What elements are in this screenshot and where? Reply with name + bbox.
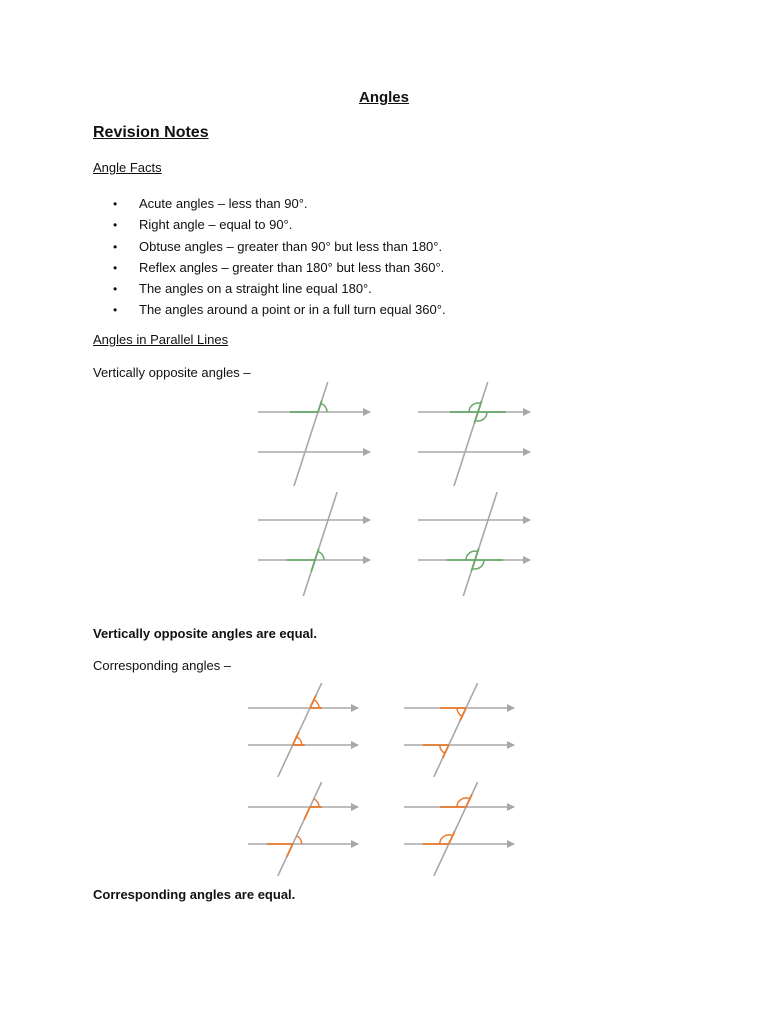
angle-arc — [318, 551, 324, 560]
bullet-icon: • — [113, 239, 118, 254]
highlight-segment — [466, 794, 472, 807]
list-item — [113, 257, 446, 278]
highlight-segment — [449, 831, 455, 844]
fact-text: Reflex angles – greater than 180° but less than 360°. — [139, 259, 445, 275]
page-subtitle: Revision Notes — [93, 124, 209, 141]
angle-arc — [297, 836, 302, 844]
bullet-icon: • — [113, 218, 118, 233]
highlight-segment — [287, 844, 293, 857]
angle-arc — [321, 403, 327, 412]
vertically-opposite-label: Vertically opposite angles – — [93, 365, 251, 380]
page-title: Angles — [358, 89, 409, 106]
fact-text: Obtuse angles – greater than 90° but less than 180°. — [139, 238, 443, 254]
transversal-line — [463, 492, 497, 596]
corresponding-label: Corresponding angles – — [93, 658, 232, 673]
angle-arc — [297, 737, 302, 745]
fact-text: The angles around a point or in a full turn equal 360°. — [139, 302, 446, 318]
highlight-segment — [304, 807, 310, 820]
fact-text: The angles on a straight line equal 180°. — [139, 281, 372, 297]
bullet-icon: • — [113, 303, 118, 318]
corresponding-conclusion: Corresponding angles are equal. — [93, 887, 296, 902]
highlight-segment — [293, 732, 299, 745]
vertically-opposite-conclusion: Vertically opposite angles are equal. — [93, 626, 317, 641]
highlight-segment — [318, 401, 322, 412]
transversal-line — [278, 782, 322, 876]
angle-arc — [314, 799, 319, 807]
transversal-line — [294, 382, 328, 486]
bullet-icon: • — [113, 197, 118, 211]
corresponding-diagram-4 — [404, 782, 516, 876]
vertically-opposite-diagram-3 — [258, 492, 372, 596]
corresponding-diagram-2 — [404, 683, 516, 777]
fact-text: Right angle – equal to 90°. — [139, 217, 293, 233]
bullet-icon: • — [113, 282, 118, 297]
vertically-opposite-diagram-2 — [418, 382, 532, 486]
angle-facts-list — [113, 193, 446, 321]
list-item — [113, 299, 446, 320]
list-item — [113, 193, 446, 214]
highlight-segment — [460, 708, 466, 721]
bullet-icon: • — [113, 260, 118, 275]
vertically-opposite-diagram-1 — [258, 382, 372, 486]
list-item — [113, 236, 446, 257]
list-item — [113, 278, 446, 299]
fact-text: Acute angles – less than 90°. — [139, 196, 308, 211]
transversal-line — [303, 492, 337, 596]
angle-arc — [457, 708, 462, 716]
vertically-opposite-diagram-4 — [418, 492, 532, 596]
transversal-line — [434, 683, 478, 777]
parallel-lines-heading: Angles in Parallel Lines — [93, 332, 229, 347]
angle-facts-heading: Angle Facts — [93, 160, 162, 175]
angle-arc — [440, 745, 445, 753]
transversal-line — [454, 382, 488, 486]
highlight-segment — [443, 745, 449, 758]
list-item — [113, 214, 446, 235]
corresponding-diagram-3 — [248, 782, 360, 876]
highlight-segment — [310, 695, 316, 708]
angle-arc — [314, 700, 319, 708]
corresponding-diagram-1 — [248, 683, 360, 777]
